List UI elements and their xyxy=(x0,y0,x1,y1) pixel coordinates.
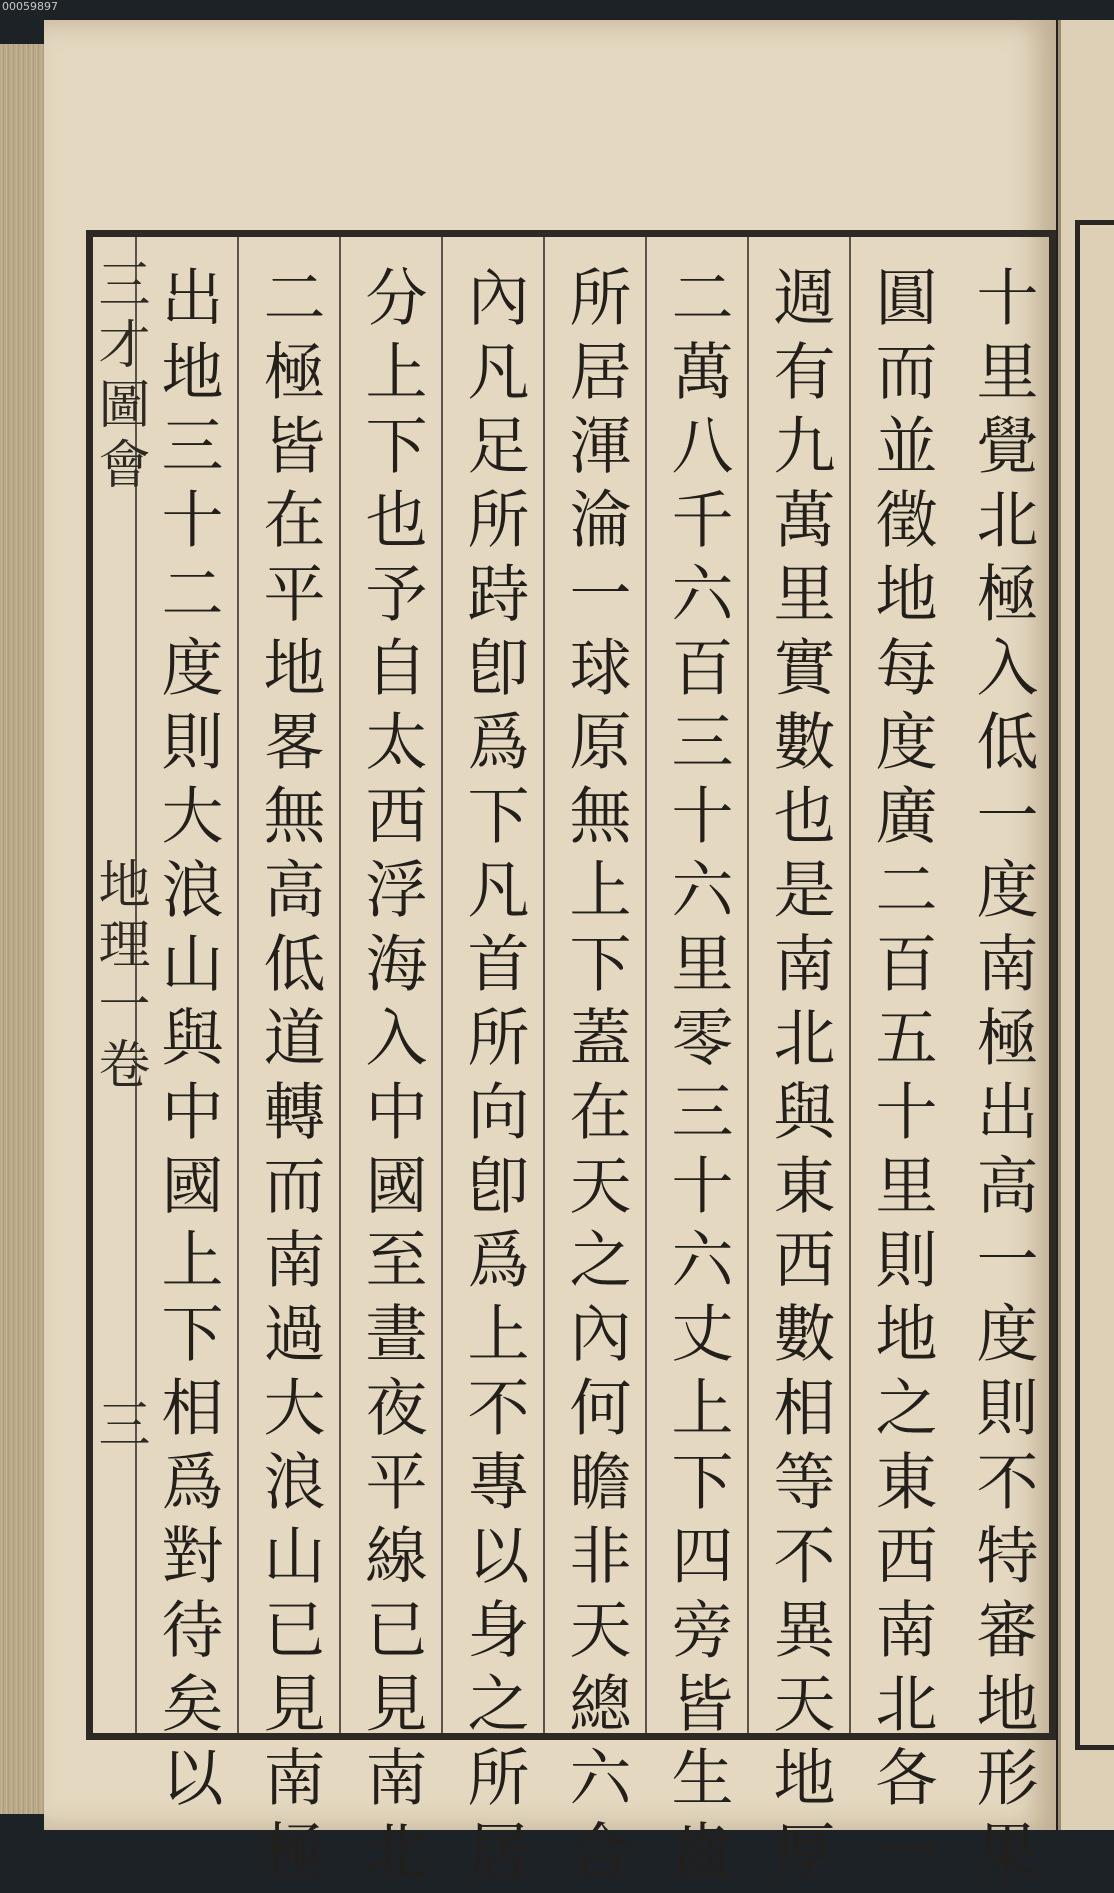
column-text: 二萬八千六百三十六里零三十六丈上下四旁皆生齒 xyxy=(661,265,734,1893)
book-page xyxy=(44,20,1056,1893)
text-column-1 xyxy=(951,237,1053,1893)
column-text: 分上下也予自太西浮海入中國至晝夜平線已見南北 xyxy=(355,265,428,1893)
text-column-8 xyxy=(237,237,339,1893)
text-column-6 xyxy=(441,237,543,1893)
text-column-9 xyxy=(135,237,237,1819)
adjacent-page-frame xyxy=(1075,220,1114,1750)
column-text: 圓而並徵地每度廣二百五十里則地之東西南北各一 xyxy=(865,265,938,1893)
column-text: 二極皆在平地畧無高低道轉而南過大浪山已見南極 xyxy=(253,265,326,1893)
column-text: 所居渾淪一球原無上下蓋在天之內何瞻非天總六合 xyxy=(559,265,632,1893)
margin-page-number: 三 xyxy=(89,1397,149,1457)
column-text: 出地三十二度則大浪山與中國上下相爲對待矣以 xyxy=(151,265,224,1819)
text-frame xyxy=(86,230,1056,1893)
scan-id-label: 00059897 xyxy=(2,0,58,13)
text-column-4 xyxy=(645,237,747,1893)
column-text: 內凡足所跱卽爲下凡首所向卽爲上不專以身之所居 xyxy=(457,265,530,1893)
column-text: 十里覺北極入低一度南極出高一度則不特審地形果 xyxy=(966,265,1039,1893)
text-column-5 xyxy=(543,237,645,1893)
column-text: 週有九萬里實數也是南北與東西數相等不異天地厚 xyxy=(763,265,836,1893)
margin-section-label: 地理一卷 xyxy=(89,857,149,1097)
page-edge-stack xyxy=(0,44,48,1814)
margin-book-title: 三才圖會 xyxy=(89,257,149,497)
margin-column xyxy=(89,237,149,1733)
adjacent-page-edge xyxy=(1058,20,1114,1830)
text-column-3 xyxy=(747,237,849,1893)
text-column-2 xyxy=(849,237,951,1893)
text-column-7 xyxy=(339,237,441,1893)
book-scan xyxy=(0,14,1114,1893)
